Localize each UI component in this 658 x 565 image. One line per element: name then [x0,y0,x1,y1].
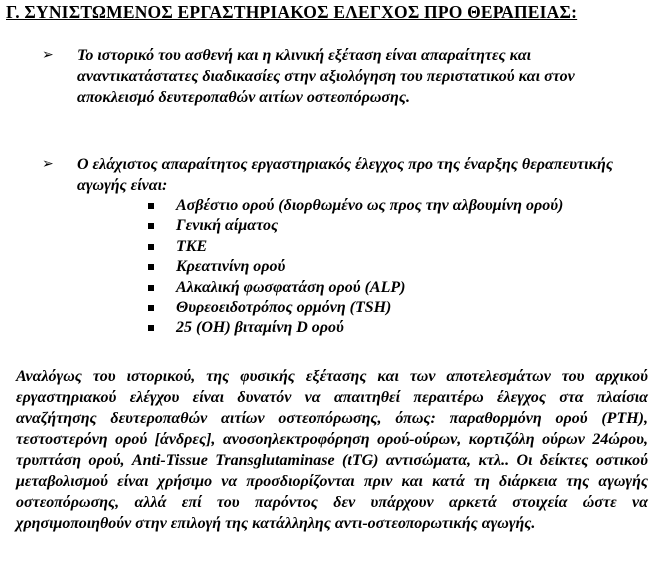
list-item-label: Κρεατινίνη ορού [176,258,286,276]
bullet-text: Το ιστορικό του ασθενή και η κλινική εξέταση είναι απαραίτητες και αναντικατάστατες διαδικασίες στην αξιολόγηση του περιστατικού και στον αποκλεισμό δευτεροπαθών αιτίων οστεοπόρωσης. [77,47,575,106]
section-heading: Γ. ΣΥΝΙΣΤΩΜΕΝΟΣ ΕΡΓΑΣΤΗΡΙΑΚΟΣ ΕΛΕΓΧΟΣ ΠΡΟ ΘΕΡΑΠΕΙΑΣ: [6,2,578,22]
bullet-text: Ο ελάχιστος απαραίτητος εργαστηριακός έλεγχος προ της έναρξης θεραπευτικής αγωγής είναι: [77,156,613,194]
lab-test-list [148,196,563,339]
arrow-bullet-icon: ➢ [42,47,54,63]
list-item [148,318,563,338]
arrow-bullet-icon: ➢ [42,156,54,172]
bullet-minimum-lab-tests [42,154,642,196]
list-item [148,298,563,318]
square-bullet-icon [148,325,154,331]
list-item-label: Ασβέστιο ορού (διορθωμένο ως προς την αλβουμίνη ορού) [176,197,564,214]
square-bullet-icon [148,244,154,250]
list-item-label: Αλκαλική φωσφατάση ορού (ALP) [176,278,406,296]
list-item [148,257,563,277]
body-paragraph: Αναλόγως του ιστορικού, της φυσικής εξέτασης και των αποτελεσμάτων του αρχικού εργαστηριακού ελέγχου είναι δυνατόν να απαιτηθεί περαιτέρω έλεγχος στα πλαίσια αναζήτησης δευτεροπαθών αιτίων οστεοπόρωσης, όπως: παραθορμόνη ορού (PTH), τεστοστερόνη ορού [άνδρες], ανοσοηλεκτροφόρηση ορού-ούρων, κορτιζόλη ούρων 24ώρου, τρυπτάση ορού, Anti-Tissue Transglutaminase (tTG) αντισώματα, κτλ.. Οι δείκτες οστικού μεταβολισμού είναι χρήσιμο να προσδιορίζονται πριν και κατά τη διάρκεια της αγωγής οστεοπόρωσης, αλλά επί του παρόντος δεν υπάρχουν αρκετά στοιχεία ώστε να χρησιμοποιηθούν στην επιλογή της κατάλληλης αντι-οστεοπορωτικής αγωγής. [16,368,648,532]
bullet-history-exam [42,45,642,108]
list-item [148,278,563,298]
list-item-label: Γενική αίματος [176,217,279,235]
square-bullet-icon [148,285,154,291]
list-item-label: 25 (OH) βιταμίνη D ορού [176,319,344,337]
list-item [148,237,563,257]
square-bullet-icon [148,264,154,270]
list-item-label: ΤΚΕ [176,237,208,255]
square-bullet-icon [148,203,154,209]
list-item [148,196,563,216]
square-bullet-icon [148,305,154,311]
list-item-label: Θυρεοειδοτρόπος ορμόνη (TSH) [176,299,392,317]
square-bullet-icon [148,223,154,229]
list-item [148,216,563,236]
